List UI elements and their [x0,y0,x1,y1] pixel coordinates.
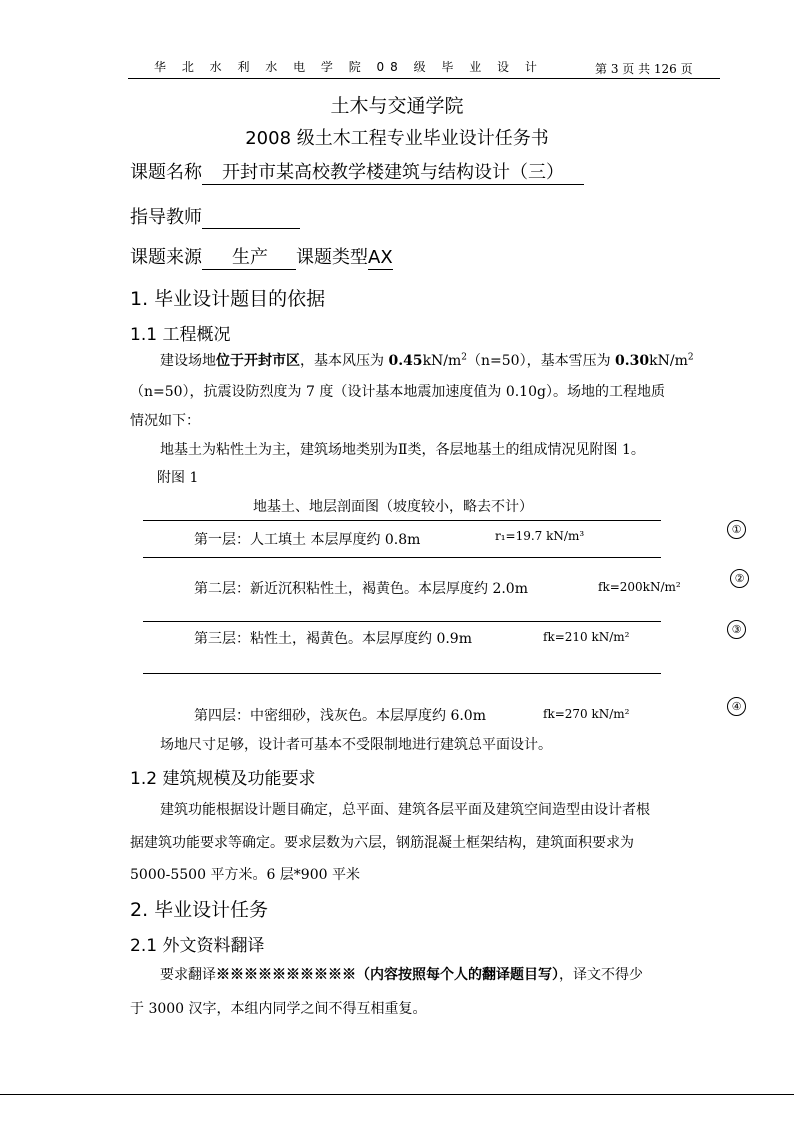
layer-boundary [143,621,661,622]
sub2-line1: 建筑功能根据设计题目确定，总平面、建筑各层平面及建筑空间造型由设计者根 [160,802,650,818]
page-number: 第 3 页 共 126 页 [595,62,693,76]
layer-boundary [143,673,661,674]
para2: 地基土为粘性土为主，建筑场地类别为Ⅱ类，各层地基土的组成情况见附图 1。 [160,442,645,458]
para1-line2: （n=50），抗震设防烈度为 7 度（设计基本地震加速度值为 0.10g）。场地的工程地质 [130,384,665,400]
layer-2-number: ② [730,569,749,588]
source-label: 课题来源 [130,247,202,268]
section2-1-heading: 2.1 外文资料翻译 [130,936,265,956]
topic-value: 开封市某高校教学楼建筑与结构设计（三） [202,163,584,185]
section1-heading: 1. 毕业设计题目的依据 [130,288,326,310]
layer-1-number: ① [727,520,746,539]
source-field [130,243,393,270]
section2-heading: 2. 毕业设计任务 [130,899,269,921]
document-title: 2008 级土木工程专业毕业设计任务书 [245,128,549,149]
translation-line2: 于 3000 汉字，本组内同学之间不得互相重复。 [130,1001,427,1017]
layer-boundary [143,557,661,558]
advisor-value [202,208,300,229]
sub2-line2: 据建筑功能要求等确定。要求层数为六层，钢筋混凝土框架结构，建筑面积要求为 [130,835,634,851]
advisor-field [130,203,300,229]
para1-line3: 情况如下： [130,413,200,429]
figure-title: 地基土、地层剖面图（坡度较小，略去不计） [253,499,533,515]
translation-line1: 要求翻译※※※※※※※※※※（内容按照每个人的翻译题目写），译文不得少 [160,967,643,983]
header-title: 华 北 水 利 水 电 学 院 08 级 毕 业 设 计 [154,60,543,74]
topic-label: 课题名称 [130,162,202,183]
layer-4-text: 第四层：中密细砂，浅灰色。本层厚度约 6.0m [194,708,486,724]
layer-2-text: 第二层：新近沉积粘性土，褐黄色。本层厚度约 2.0m [194,581,528,597]
figure-label: 附图 1 [157,470,199,486]
layer-1-text: 第一层：人工填土 本层厚度约 0.8m [194,532,421,548]
header-divider [128,78,720,79]
layer-2-param: fk=200kN/m² [598,580,681,594]
layer-1-param: r₁=19.7 kN/m³ [495,529,585,543]
section1-2-heading: 1.2 建筑规模及功能要求 [130,769,316,789]
source-value: 生产 [202,248,296,270]
type-value: AX [368,247,393,268]
layer-4-number: ④ [727,697,746,716]
sub2-line3: 5000-5500 平方米。6 层*900 平米 [130,867,360,883]
site-note: 场地尺寸足够，设计者可基本不受限制地进行建筑总平面设计。 [160,737,552,753]
para1-line1: 建设场地位于开封市区，基本风压为 $0.45kN/m^2(n=50)$，基本雪压为 $0.30kN/m^2$ [160,352,694,369]
topic-field [130,158,584,185]
college-title: 土木与交通学院 [330,95,464,117]
layer-3-param: fk=210 kN/m² [543,630,630,644]
page-bottom-divider [0,1094,794,1095]
layer-3-number: ③ [727,620,746,639]
layer-4-param: fk=270 kN/m² [543,707,630,721]
advisor-label: 指导教师 [130,207,202,228]
type-label: 课题类型 [296,247,368,268]
section1-1-heading: 1.1 工程概况 [130,325,231,345]
layer-boundary [143,520,661,521]
layer-3-text: 第三层：粘性土，褐黄色。本层厚度约 0.9m [194,631,472,647]
